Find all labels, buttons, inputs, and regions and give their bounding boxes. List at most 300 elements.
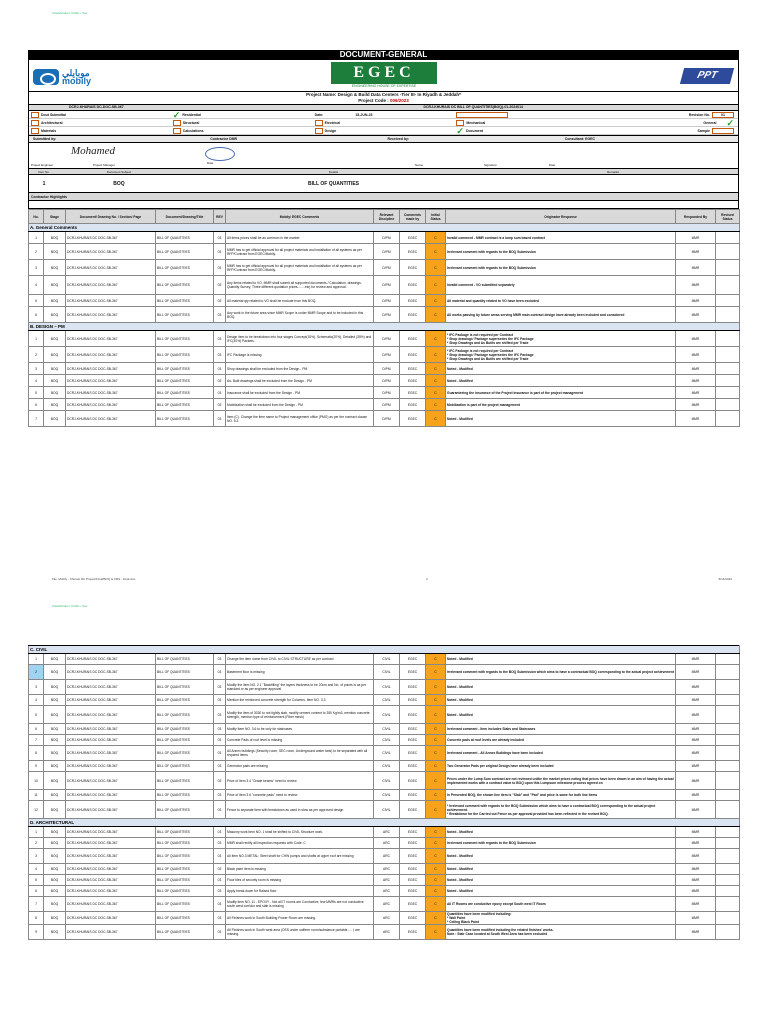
- row-no: 8: [29, 746, 44, 761]
- row-by: EGEC: [400, 875, 426, 886]
- row-revised-status: [716, 411, 740, 427]
- row-responded-by: MMR: [676, 331, 716, 347]
- row-doc-no: DCRJ-KHURAIS DC DOC-SB-367: [66, 331, 156, 347]
- row-revised-status: [716, 654, 740, 665]
- item-subject: BOQ: [113, 180, 125, 187]
- row-discipline: CIVIL: [374, 706, 400, 724]
- row-stage: BOQ: [44, 897, 66, 912]
- row-rev: 03: [214, 387, 226, 399]
- column-header: Initial Status: [426, 210, 446, 224]
- row-doc-no: DCRJ-KHURAIS DC DOC-SB-367: [66, 772, 156, 790]
- row-discipline: ARC: [374, 849, 400, 864]
- checkbox[interactable]: [315, 128, 323, 134]
- check-label: Mechanical: [466, 120, 486, 125]
- row-no: 9: [29, 925, 44, 940]
- row-rev: 03: [214, 897, 226, 912]
- section-title: C. CIVIL: [29, 646, 740, 654]
- row-comment: Masonry work Item NO. 1 shall be shifted to CIVIL Structure work.: [226, 827, 374, 838]
- row-rev: 03: [214, 695, 226, 706]
- row-title: BILL OF QUANTITIES: [156, 695, 214, 706]
- row-doc-no: DCRJ-KHURAIS DC DOC-SB-367: [66, 387, 156, 399]
- row-doc-no: DCRJ-KHURAIS DC DOC-SB-367: [66, 260, 156, 276]
- contractor-highlights: Contractor Highlights: [28, 193, 739, 201]
- row-doc-no: DCRJ-KHURAIS DC DOC-SB-367: [66, 838, 156, 849]
- row-rev: 03: [214, 654, 226, 665]
- row-rev: 03: [214, 724, 226, 735]
- row-revised-status: [716, 849, 740, 864]
- row-status: C: [426, 307, 446, 323]
- row-by: EGEC: [400, 654, 426, 665]
- row-response: All IT Rooms are conductive epoxy except South west IT Room: [446, 897, 676, 912]
- row-by: EGEC: [400, 735, 426, 746]
- row-no: 5: [29, 387, 44, 399]
- row-no: 5: [29, 875, 44, 886]
- row-status: C: [426, 912, 446, 925]
- row-doc-no: DCRJ-KHURAIS DC DOC-SB-367: [66, 886, 156, 897]
- row-stage: BOQ: [44, 790, 66, 801]
- row-doc-no: DCRJ-KHURAIS DC DOC-SB-367: [66, 411, 156, 427]
- row-stage: BOQ: [44, 295, 66, 307]
- row-revised-status: [716, 761, 740, 772]
- row-title: BILL OF QUANTITIES: [156, 307, 214, 323]
- row-by: EGEC: [400, 772, 426, 790]
- row-no: 10: [29, 772, 44, 790]
- row-responded-by: MMR: [676, 411, 716, 427]
- row-stage: BOQ: [44, 654, 66, 665]
- row-title: BILL OF QUANTITIES: [156, 772, 214, 790]
- checkbox[interactable]: [712, 128, 734, 134]
- row-no: 1: [29, 827, 44, 838]
- table-row: [29, 897, 740, 912]
- row-response: Noted - Modified: [446, 875, 676, 886]
- check-icon: ✓: [456, 125, 464, 136]
- check-label: Structural: [182, 120, 200, 125]
- row-discipline: ARC: [374, 875, 400, 886]
- column-header: Relevant Discipline: [374, 210, 400, 224]
- check-label: Dout Submittal: [41, 112, 66, 117]
- manager-label: Project Manager: [93, 163, 116, 167]
- row-revised-status: [716, 232, 740, 244]
- row-discipline: D/PM: [374, 387, 400, 399]
- row-response: Invalid comment - MMR contract is a lump sum based contract: [446, 232, 676, 244]
- date-label: Date: [549, 163, 556, 167]
- table-row: [29, 735, 740, 746]
- row-comment: MMR has to get official approval for all project materials and installation of all systems as per RFP/Contract from EGEC/Mobily.: [226, 244, 374, 260]
- row-comment: As- Built drawings shall be excluded from the Design - PM: [226, 375, 374, 387]
- row-status: C: [426, 375, 446, 387]
- row-discipline: CIVIL: [374, 665, 400, 680]
- row-comment: Design item to be breakdown into four stages Concept(15%), Schematic(20%), Detailed (35%) and IFC(30%) Packets.: [226, 331, 374, 347]
- row-comment: Mention the reinforced concrete strength for Columns. Item NO. 3.3: [226, 695, 374, 706]
- row-revised-status: [716, 772, 740, 790]
- row-comment: Mobilization shall be excluded from the Design - PM: [226, 399, 374, 411]
- project-code: 006/2023: [390, 98, 409, 103]
- row-response: Concrete pads at roof levels are already included: [446, 735, 676, 746]
- row-rev: 03: [214, 347, 226, 363]
- row-stage: BOQ: [44, 746, 66, 761]
- row-comment: Modify the item of 3030 to not tightly slab, modify cement content to 350 Kg/m3, mention concrete strength, mention type of reinforcement (Fiber mesh): [226, 706, 374, 724]
- row-rev: 03: [214, 665, 226, 680]
- row-revised-status: [716, 295, 740, 307]
- row-comment: Change the item name from CIVIL to CIVIL STRUCTURE as per contract: [226, 654, 374, 665]
- row-doc-no: DCRJ-KHURAIS DC DOC-SB-367: [66, 761, 156, 772]
- table-row: [29, 276, 740, 295]
- row-status: C: [426, 260, 446, 276]
- table-row: [29, 746, 740, 761]
- row-stage: BOQ: [44, 838, 66, 849]
- document-page-2: [28, 645, 739, 940]
- row-no: 5: [29, 706, 44, 724]
- table-row: [29, 260, 740, 276]
- row-no: 6: [29, 399, 44, 411]
- row-no: 4: [29, 695, 44, 706]
- check-label: Calculations: [182, 128, 204, 133]
- row-responded-by: MMR: [676, 347, 716, 363]
- row-responded-by: MMR: [676, 912, 716, 925]
- page-footer: [52, 577, 732, 581]
- stamp-date-label: Date: [207, 161, 214, 165]
- row-by: EGEC: [400, 801, 426, 819]
- check-label: Design: [324, 128, 337, 133]
- row-status: C: [426, 331, 446, 347]
- row-revised-status: [716, 307, 740, 323]
- table-row: [29, 307, 740, 323]
- row-comment: Insurance shall be excluded from the Design - PM: [226, 387, 374, 399]
- row-stage: BOQ: [44, 387, 66, 399]
- row-discipline: D/PM: [374, 295, 400, 307]
- row-doc-no: DCRJ-KHURAIS DC DOC-SB-367: [66, 399, 156, 411]
- table-row: [29, 790, 740, 801]
- row-revised-status: [716, 680, 740, 695]
- row-stage: BOQ: [44, 331, 66, 347]
- column-header: Revised Status: [716, 210, 740, 224]
- checkbox[interactable]: [173, 120, 181, 126]
- row-responded-by: MMR: [676, 735, 716, 746]
- row-doc-no: DCRJ-KHURAIS DC DOC-SB-367: [66, 746, 156, 761]
- row-rev: 03: [214, 706, 226, 724]
- row-revised-status: [716, 331, 740, 347]
- section-title: B. DESIGN – PM: [29, 323, 740, 331]
- row-discipline: D/PM: [374, 399, 400, 411]
- row-rev: 03: [214, 276, 226, 295]
- row-discipline: D/PM: [374, 347, 400, 363]
- row-title: BILL OF QUANTITIES: [156, 838, 214, 849]
- row-title: BILL OF QUANTITIES: [156, 801, 214, 819]
- row-title: BILL OF QUANTITIES: [156, 746, 214, 761]
- row-doc-no: DCRJ-KHURAIS DC DOC-SB-367: [66, 827, 156, 838]
- row-comment: Concrete Pads of roof level is missing: [226, 735, 374, 746]
- row-discipline: CIVIL: [374, 654, 400, 665]
- row-by: EGEC: [400, 665, 426, 680]
- checkbox[interactable]: [456, 112, 508, 118]
- row-discipline: CIVIL: [374, 695, 400, 706]
- row-discipline: D/PM: [374, 375, 400, 387]
- row-title: BILL OF QUANTITIES: [156, 875, 214, 886]
- row-rev: 03: [214, 399, 226, 411]
- table-row: [29, 886, 740, 897]
- mobily-arabic: موبايلي: [62, 67, 90, 78]
- row-status: C: [426, 347, 446, 363]
- row-revised-status: [716, 244, 740, 260]
- row-doc-no: DCRJ-KHURAIS DC DOC-SB-367: [66, 307, 156, 323]
- row-by: EGEC: [400, 307, 426, 323]
- row-revised-status: [716, 897, 740, 912]
- row-stage: BOQ: [44, 232, 66, 244]
- column-header: Originator Response: [446, 210, 676, 224]
- row-revised-status: [716, 801, 740, 819]
- row-comment: All Finishes work in South Building Power Room are missing.: [226, 912, 374, 925]
- row-responded-by: MMR: [676, 838, 716, 849]
- row-status: C: [426, 387, 446, 399]
- row-by: EGEC: [400, 827, 426, 838]
- row-stage: BOQ: [44, 849, 66, 864]
- row-comment: Black paint Item is missing: [226, 864, 374, 875]
- row-response: * IFC Package is not required per Contract * Shop drawings' Package supersedes the IFC Package * Shop Drawings and As Builts are shifted per Trade: [446, 331, 676, 347]
- row-stage: BOQ: [44, 801, 66, 819]
- row-comment: All material qty related to VO shall be exclude from this BOQ.: [226, 295, 374, 307]
- row-comment: Basement floor is missing: [226, 665, 374, 680]
- row-doc-no: DCRJ-KHURAIS DC DOC-SB-367: [66, 232, 156, 244]
- revision-value: 01: [712, 112, 734, 118]
- row-responded-by: MMR: [676, 724, 716, 735]
- row-response: Noted - Modified: [446, 411, 676, 427]
- row-title: BILL OF QUANTITIES: [156, 260, 214, 276]
- row-response: Noted - Modified: [446, 706, 676, 724]
- table-row: [29, 695, 740, 706]
- check-label: Materials: [41, 128, 57, 133]
- row-responded-by: MMR: [676, 706, 716, 724]
- table-row: [29, 363, 740, 375]
- row-discipline: CIVIL: [374, 801, 400, 819]
- table-row: [29, 680, 740, 695]
- row-rev: 03: [214, 761, 226, 772]
- row-no: 7: [29, 735, 44, 746]
- row-by: EGEC: [400, 790, 426, 801]
- project-info: [28, 92, 739, 105]
- row-revised-status: [716, 838, 740, 849]
- row-status: C: [426, 680, 446, 695]
- check-label: General: [703, 120, 717, 125]
- row-by: EGEC: [400, 232, 426, 244]
- row-by: EGEC: [400, 331, 426, 347]
- row-revised-status: [716, 875, 740, 886]
- checkbox[interactable]: [315, 120, 323, 126]
- row-rev: 03: [214, 746, 226, 761]
- row-rev: 03: [214, 331, 226, 347]
- row-doc-no: DCRJ-KHURAIS DC DOC-SB-367: [66, 665, 156, 680]
- table-row: [29, 838, 740, 849]
- row-rev: 03: [214, 838, 226, 849]
- checkbox[interactable]: [456, 120, 464, 126]
- row-rev: 03: [214, 232, 226, 244]
- row-doc-no: DCRJ-KHURAIS DC DOC-SB-367: [66, 695, 156, 706]
- engineer-label: Project Engineer: [31, 163, 54, 167]
- row-doc-no: DCRJ-KHURAIS DC DOC-SB-367: [66, 276, 156, 295]
- row-response: Guaranteeing the insurance of the Project Insurance is part of the project management: [446, 387, 676, 399]
- row-responded-by: MMR: [676, 232, 716, 244]
- row-by: EGEC: [400, 399, 426, 411]
- row-revised-status: [716, 912, 740, 925]
- row-comment: MMR has to get official approval for all project materials and installation of all systems as per RFP/Contract from EGEC/Mobily.: [226, 260, 374, 276]
- row-discipline: D/PM: [374, 411, 400, 427]
- classification-label-2: Classification: Public / Use: [52, 604, 88, 608]
- row-stage: BOQ: [44, 680, 66, 695]
- received-by: Received by:: [387, 137, 410, 141]
- classification-label: Classification: Public / Use: [52, 11, 88, 15]
- submitted-by: Submitted by:: [33, 137, 57, 141]
- subject-header: Document Subject: [106, 170, 132, 174]
- row-status: C: [426, 695, 446, 706]
- egec-name: EGEC: [331, 62, 437, 83]
- table-row: [29, 232, 740, 244]
- row-by: EGEC: [400, 695, 426, 706]
- row-title: BILL OF QUANTITIES: [156, 735, 214, 746]
- section-header: [29, 819, 740, 827]
- row-discipline: CIVIL: [374, 790, 400, 801]
- row-comment: Apply break down for Raised floor: [226, 886, 374, 897]
- name-label: Name: [415, 163, 424, 167]
- row-revised-status: [716, 886, 740, 897]
- row-status: C: [426, 363, 446, 375]
- row-stage: BOQ: [44, 827, 66, 838]
- row-title: BILL OF QUANTITIES: [156, 761, 214, 772]
- check-label: Document: [465, 128, 484, 133]
- table-row: [29, 347, 740, 363]
- egec-logo: [331, 62, 437, 90]
- row-revised-status: [716, 665, 740, 680]
- table-row: [29, 875, 740, 886]
- row-status: C: [426, 295, 446, 307]
- row-response: Invalid comment - VO submitted separately: [446, 276, 676, 295]
- boq-reference: DCRJ-KHURAIS DC BILL OF QUANTITIES(BOQ)-01-2024014: [423, 105, 524, 109]
- row-response: Noted - Modified: [446, 864, 676, 875]
- section-header: [29, 646, 740, 654]
- row-by: EGEC: [400, 864, 426, 875]
- row-status: C: [426, 801, 446, 819]
- row-responded-by: MMR: [676, 886, 716, 897]
- row-stage: BOQ: [44, 695, 66, 706]
- row-comment: Price of Item 3.6 "concrete pads" need to review: [226, 790, 374, 801]
- footer-page: 2: [426, 577, 428, 581]
- row-by: EGEC: [400, 244, 426, 260]
- row-doc-no: DCRJ-KHURAIS DC DOC-SB-367: [66, 925, 156, 940]
- row-response: * IFC Package is not required per Contract * Shop drawings' Package supersedes the IFC Package * Shop Drawings and As Builts are shifted per Trade: [446, 347, 676, 363]
- mobily-logo: [33, 68, 97, 85]
- row-title: BILL OF QUANTITIES: [156, 232, 214, 244]
- row-responded-by: MMR: [676, 295, 716, 307]
- checkbox[interactable]: [31, 112, 39, 118]
- row-response: Noted - Modified: [446, 680, 676, 695]
- row-status: C: [426, 827, 446, 838]
- table-row: [29, 724, 740, 735]
- section-title: D. ARCHITECTURAL: [29, 819, 740, 827]
- row-discipline: D/PM: [374, 363, 400, 375]
- row-discipline: CIVIL: [374, 735, 400, 746]
- checkbox[interactable]: [173, 128, 181, 134]
- row-response: All material and quantity related to VO have been excluded: [446, 295, 676, 307]
- table-row: [29, 912, 740, 925]
- checkbox[interactable]: [31, 128, 39, 134]
- row-by: EGEC: [400, 680, 426, 695]
- row-title: BILL OF QUANTITIES: [156, 347, 214, 363]
- row-by: EGEC: [400, 849, 426, 864]
- row-comment: Any work in the future area since MMR Scope is under MMR Scope and to be included in this BOQ.: [226, 307, 374, 323]
- checkbox[interactable]: [31, 120, 39, 126]
- row-responded-by: MMR: [676, 827, 716, 838]
- row-doc-no: DCRJ-KHURAIS DC DOC-SB-367: [66, 912, 156, 925]
- row-rev: 03: [214, 886, 226, 897]
- row-status: C: [426, 665, 446, 680]
- table-row: [29, 665, 740, 680]
- check-icon: ✓: [726, 117, 734, 128]
- row-no: 1: [29, 331, 44, 347]
- row-comment: Fence to separate item with breakdown as used in slow as per approved design: [226, 801, 374, 819]
- remarks-header: Remarks: [606, 170, 619, 174]
- item-details: BILL OF QUANTITIES: [307, 180, 360, 187]
- column-header: Document/Drawing/Title: [156, 210, 214, 224]
- row-revised-status: [716, 347, 740, 363]
- row-status: C: [426, 411, 446, 427]
- row-discipline: D/PM: [374, 260, 400, 276]
- table-row: [29, 761, 740, 772]
- row-status: C: [426, 849, 446, 864]
- section-header: [29, 224, 740, 232]
- row-discipline: CIVIL: [374, 746, 400, 761]
- mobily-name: mobily: [62, 75, 92, 86]
- row-doc-no: DCRJ-KHURAIS DC DOC-SB-367: [66, 790, 156, 801]
- row-title: BILL OF QUANTITIES: [156, 897, 214, 912]
- project-code-label: Project Code :: [358, 98, 389, 103]
- check-label: Residential: [182, 112, 202, 117]
- row-title: BILL OF QUANTITIES: [156, 864, 214, 875]
- row-rev: 03: [214, 260, 226, 276]
- row-comment: Modify item NO. 11 - EPOXY - Not all IT rooms are Conductive, few MMRs are not conductive south west corridor and slab is missing: [226, 897, 374, 912]
- row-revised-status: [716, 827, 740, 838]
- row-discipline: D/PM: [374, 331, 400, 347]
- row-rev: 03: [214, 827, 226, 838]
- row-comment: Modify Item NO. 3.6 to be only for staircases: [226, 724, 374, 735]
- check-label: Sample: [697, 128, 710, 133]
- consultant: Consultant: EGEC: [564, 137, 596, 141]
- column-header: Responded By: [676, 210, 716, 224]
- row-responded-by: MMR: [676, 875, 716, 886]
- row-revised-status: [716, 363, 740, 375]
- row-stage: BOQ: [44, 706, 66, 724]
- row-revised-status: [716, 706, 740, 724]
- row-stage: BOQ: [44, 724, 66, 735]
- row-no: 3: [29, 260, 44, 276]
- row-response: Irrelevant comment - All Annex Buildings have been included: [446, 746, 676, 761]
- row-discipline: CIVIL: [374, 761, 400, 772]
- row-stage: BOQ: [44, 864, 66, 875]
- table-row: [29, 387, 740, 399]
- row-by: EGEC: [400, 886, 426, 897]
- row-stage: BOQ: [44, 411, 66, 427]
- row-revised-status: [716, 735, 740, 746]
- column-header: REV: [214, 210, 226, 224]
- row-no: 3: [29, 363, 44, 375]
- row-responded-by: MMR: [676, 307, 716, 323]
- row-discipline: ARC: [374, 897, 400, 912]
- row-no: 3: [29, 849, 44, 864]
- row-response: All works passing by future areas serving MMR main contract design have already been included and considered: [446, 307, 676, 323]
- row-discipline: CIVIL: [374, 680, 400, 695]
- row-no: 6: [29, 886, 44, 897]
- row-rev: 03: [214, 244, 226, 260]
- row-responded-by: MMR: [676, 244, 716, 260]
- check-icon: ✓: [172, 109, 181, 120]
- row-response: Quantities have been modified including the related finishes' works. Note : Stair Case located at South West Area has been excluded: [446, 925, 676, 940]
